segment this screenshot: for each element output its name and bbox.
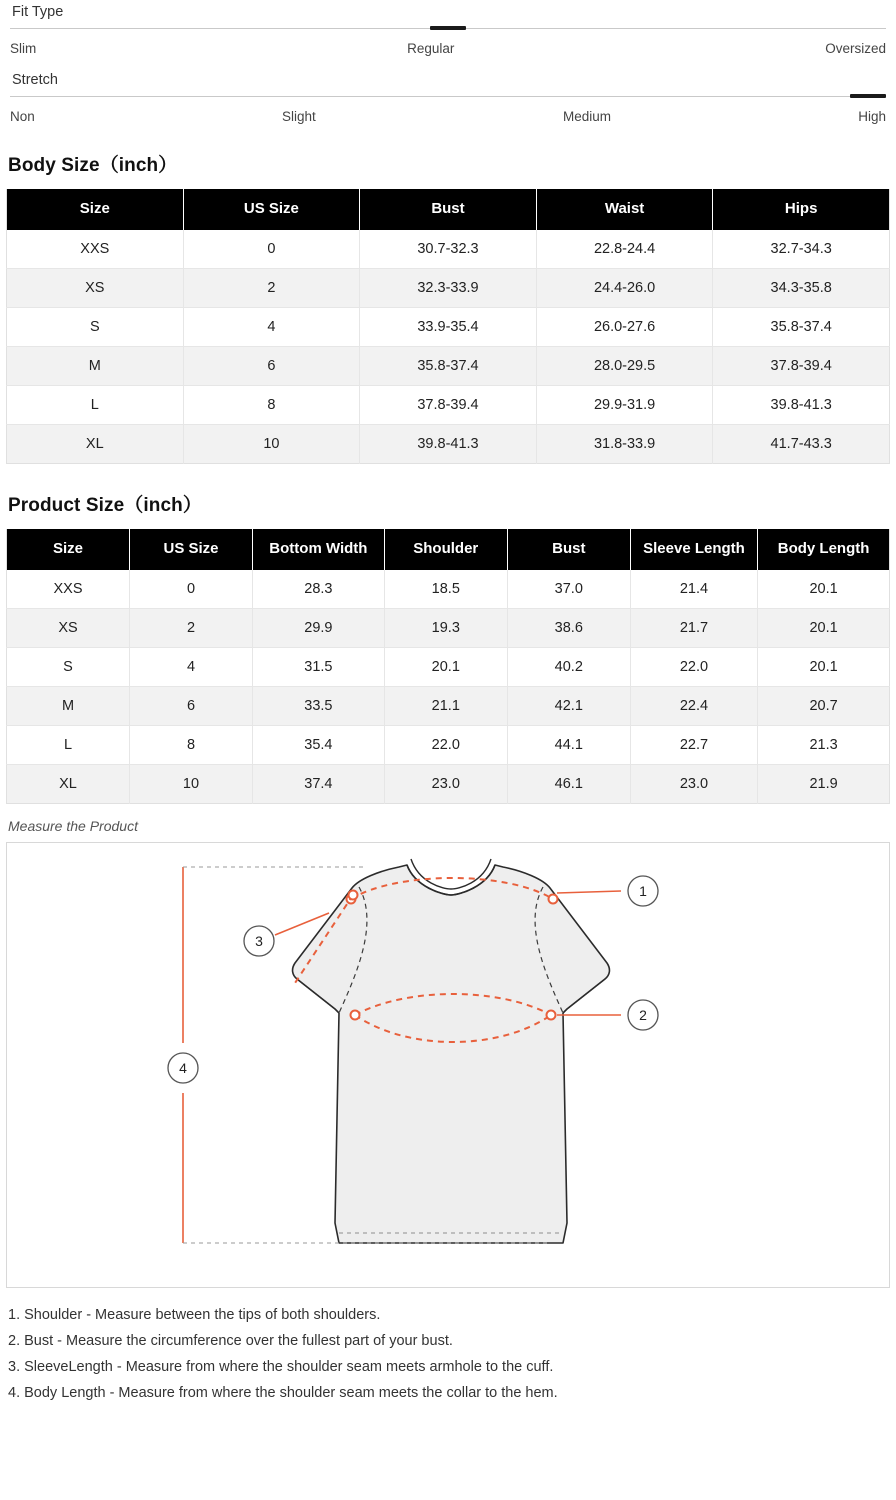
measure-caption: Measure the Product	[8, 817, 138, 834]
table-row	[7, 686, 890, 725]
table-cell: 37.8-39.4	[360, 385, 537, 424]
table-cell: L	[7, 385, 184, 424]
table-row	[7, 230, 890, 269]
attribute-fit-type	[6, 0, 890, 56]
product-size-table	[6, 529, 890, 804]
table-cell: 31.8-33.9	[536, 424, 713, 463]
fit-type-label-2[interactable]: Oversized	[825, 41, 886, 56]
table-cell: 35.4	[253, 725, 385, 764]
table-cell: 28.3	[253, 570, 385, 609]
measure-note: 2. Bust - Measure the circumference over the fullest part of your bust.	[8, 1332, 453, 1349]
table-cell: 33.9-35.4	[360, 307, 537, 346]
stretch-label-2[interactable]: Medium	[562, 109, 611, 124]
table-cell: 39.8-41.3	[360, 424, 537, 463]
table-row	[7, 346, 890, 385]
table-cell: 21.4	[630, 570, 757, 609]
table-cell: XL	[7, 764, 130, 803]
table-cell: 42.1	[507, 686, 630, 725]
body-size-table	[6, 189, 890, 464]
table-cell: 18.5	[384, 570, 507, 609]
measurement-diagram	[6, 842, 890, 1288]
table-cell: 0	[183, 230, 360, 269]
table-cell: 29.9-31.9	[536, 385, 713, 424]
table-row	[7, 424, 890, 463]
column-header: Waist	[536, 189, 713, 230]
stretch-label-3[interactable]: High	[858, 109, 886, 124]
body-size-title: Body Size（inch）	[8, 155, 178, 176]
column-header: Size	[7, 189, 184, 230]
table-cell: 39.8-41.3	[713, 385, 890, 424]
table-cell: 20.7	[758, 686, 890, 725]
table-row	[7, 570, 890, 609]
column-header: Body Length	[758, 529, 890, 570]
table-cell: XL	[7, 424, 184, 463]
measure-note: 4. Body Length - Measure from where the shoulder seam meets the collar to the hem.	[8, 1384, 558, 1401]
column-header: Bust	[507, 529, 630, 570]
stretch-slider[interactable]	[10, 96, 886, 100]
table-cell: XS	[7, 268, 184, 307]
table-row	[7, 268, 890, 307]
table-cell: 32.3-33.9	[360, 268, 537, 307]
table-cell: 20.1	[758, 608, 890, 647]
column-header: US Size	[183, 189, 360, 230]
fit-type-label-0[interactable]: Slim	[10, 41, 37, 56]
table-header-row	[7, 189, 890, 230]
fit-type-title: Fit Type	[12, 4, 64, 20]
table-cell: 21.7	[630, 608, 757, 647]
measure-note: 3. SleeveLength - Measure from where the shoulder seam meets armhole to the cuff.	[8, 1358, 554, 1375]
table-cell: 40.2	[507, 647, 630, 686]
table-cell: 20.1	[758, 647, 890, 686]
fit-type-label-1[interactable]: Regular	[407, 41, 455, 56]
table-cell: 32.7-34.3	[713, 230, 890, 269]
table-cell: 46.1	[507, 764, 630, 803]
table-cell: 29.9	[253, 608, 385, 647]
attribute-stretch	[6, 68, 890, 124]
column-header: Hips	[713, 189, 890, 230]
stretch-labels	[10, 100, 886, 124]
table-row	[7, 647, 890, 686]
table-cell: 22.7	[630, 725, 757, 764]
table-cell: 23.0	[384, 764, 507, 803]
table-cell: 33.5	[253, 686, 385, 725]
table-row	[7, 307, 890, 346]
measure-notes	[6, 1302, 890, 1406]
table-cell: 20.1	[384, 647, 507, 686]
table-cell: M	[7, 346, 184, 385]
table-cell: M	[7, 686, 130, 725]
table-cell: 10	[183, 424, 360, 463]
table-cell: XS	[7, 608, 130, 647]
table-cell: XXS	[7, 570, 130, 609]
table-cell: 37.8-39.4	[713, 346, 890, 385]
table-row	[7, 764, 890, 803]
table-cell: 0	[130, 570, 253, 609]
table-cell: 37.4	[253, 764, 385, 803]
table-cell: 4	[183, 307, 360, 346]
stretch-track	[10, 96, 886, 97]
table-row	[7, 725, 890, 764]
stretch-title: Stretch	[12, 72, 58, 88]
column-header: US Size	[130, 529, 253, 570]
table-cell: 6	[183, 346, 360, 385]
table-cell: 19.3	[384, 608, 507, 647]
table-cell: 22.8-24.4	[536, 230, 713, 269]
table-cell: 31.5	[253, 647, 385, 686]
table-cell: 44.1	[507, 725, 630, 764]
column-header: Shoulder	[384, 529, 507, 570]
table-cell: 35.8-37.4	[360, 346, 537, 385]
fit-type-slider[interactable]	[10, 28, 886, 32]
table-cell: 8	[183, 385, 360, 424]
table-cell: 30.7-32.3	[360, 230, 537, 269]
table-cell: 21.1	[384, 686, 507, 725]
tshirt-diagram-svg	[7, 843, 891, 1289]
callout-4: 4	[179, 1059, 187, 1076]
fit-type-labels	[10, 32, 886, 56]
table-cell: 22.0	[384, 725, 507, 764]
fit-type-marker[interactable]	[430, 26, 466, 30]
table-cell: 2	[130, 608, 253, 647]
table-cell: 21.9	[809, 775, 838, 792]
table-cell: 4	[130, 647, 253, 686]
column-header: Bust	[360, 189, 537, 230]
table-cell: XXS	[7, 230, 184, 269]
column-header: Sleeve Length	[630, 529, 757, 570]
table-cell: 22.0	[630, 647, 757, 686]
table-cell: 41.7-43.3	[770, 435, 832, 452]
table-cell: S	[7, 307, 184, 346]
table-cell: 6	[130, 686, 253, 725]
table-cell: 20.1	[758, 570, 890, 609]
table-cell: 26.0-27.6	[536, 307, 713, 346]
table-cell: 23.0	[630, 764, 757, 803]
table-cell: 37.0	[507, 570, 630, 609]
stretch-label-0[interactable]: Non	[10, 109, 35, 124]
table-cell: 21.3	[758, 725, 890, 764]
column-header: Size	[7, 529, 130, 570]
table-cell: 22.4	[630, 686, 757, 725]
table-cell: 24.4-26.0	[536, 268, 713, 307]
product-size-title: Product Size（inch）	[8, 494, 202, 516]
callout-1: 1	[639, 882, 647, 899]
table-cell: 2	[183, 268, 360, 307]
table-cell: 10	[130, 764, 253, 803]
table-cell: 38.6	[507, 608, 630, 647]
stretch-label-1[interactable]: Slight	[281, 109, 316, 124]
table-row	[7, 385, 890, 424]
table-cell: 28.0-29.5	[536, 346, 713, 385]
table-header-row	[7, 529, 890, 570]
table-cell: S	[7, 647, 130, 686]
callout-2: 2	[639, 1006, 647, 1023]
stretch-marker[interactable]	[850, 94, 886, 98]
table-cell: 35.8-37.4	[713, 307, 890, 346]
table-row	[7, 608, 890, 647]
callout-3: 3	[255, 932, 263, 949]
measure-note: 1. Shoulder - Measure between the tips of both shoulders.	[8, 1306, 381, 1323]
table-cell: L	[7, 725, 130, 764]
column-header: Bottom Width	[253, 529, 385, 570]
table-cell: 8	[130, 725, 253, 764]
table-cell: 34.3-35.8	[713, 268, 890, 307]
